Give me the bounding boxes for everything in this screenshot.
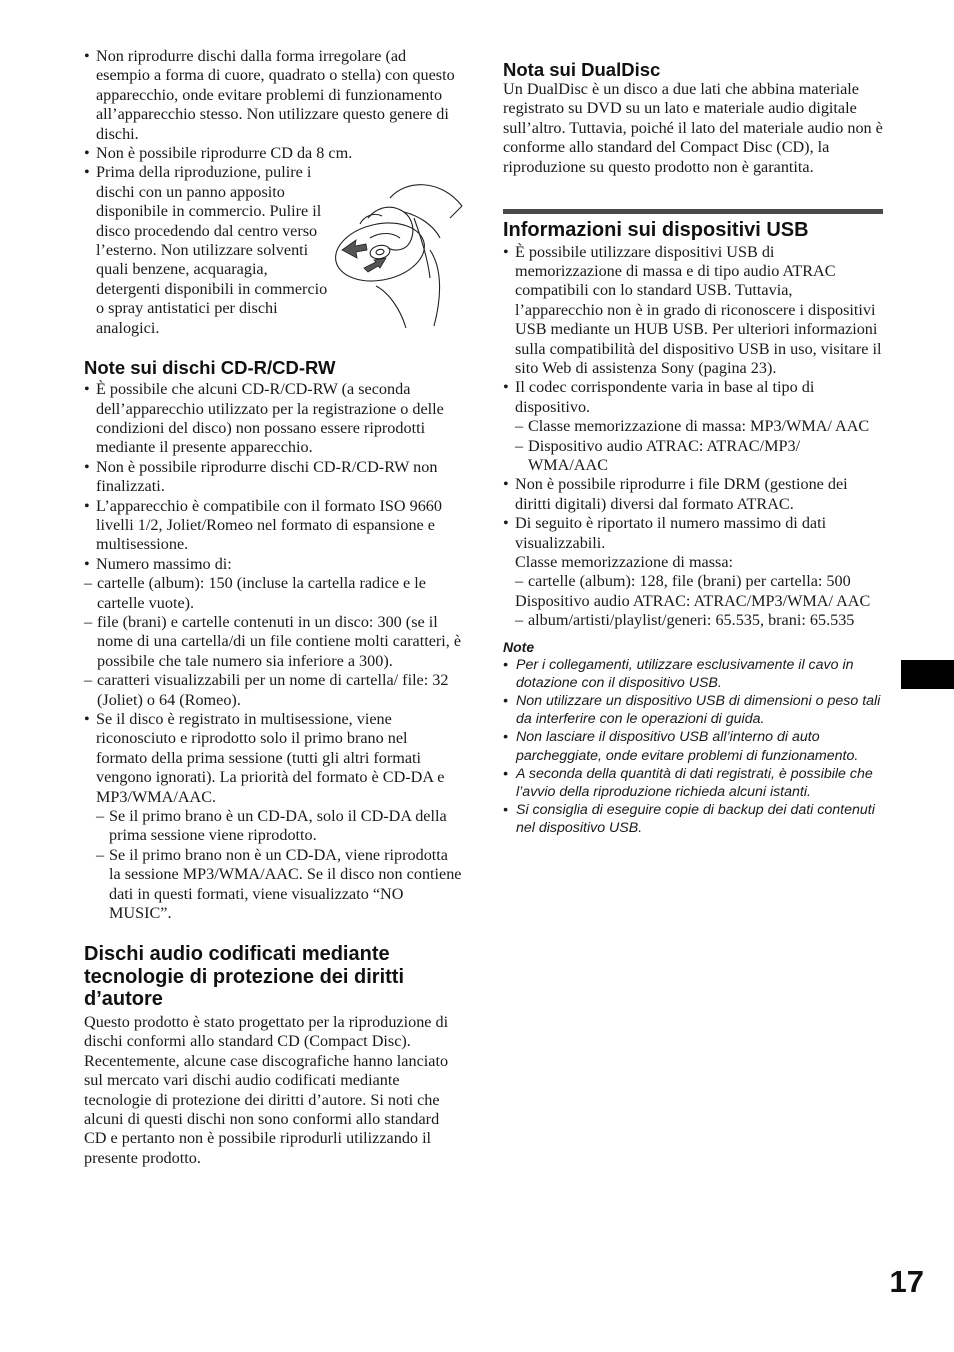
sub-label: Classe memorizzazione di massa:	[515, 553, 734, 572]
cleaning-instructions: • Prima della riproduzione, pulire i dischi con un panno apposito disponibile in commercio. Pulire il disco procedendo dal centro verso l’esterno. Non utilizzare solventi quali benzene, acquaragia, detergenti disponibili in commercio o spray antistatici per dischi analogici.	[96, 163, 328, 337]
notes-heading: Note	[503, 638, 535, 655]
section-divider	[503, 209, 883, 214]
list-item: • A seconda della quantità di dati registrati, è possibile che l’avvio della riproduzione richieda alcuni istanti.	[503, 765, 883, 801]
section-title-copy-protection: Dischi audio codificati mediante tecnologie di protezione dei diritti d’autore	[84, 943, 405, 1011]
sub-list	[96, 807, 462, 923]
list-item	[84, 555, 462, 710]
paragraph: Questo prodotto è stato progettato per la riproduzione di dischi conformi allo standard CD (Compact Disc).	[84, 1012, 449, 1051]
sub-list-item: – Se il primo brano è un CD-DA, solo il CD-DA della prima sessione viene riprodotto.	[96, 807, 462, 846]
list-item	[503, 378, 883, 475]
list-item-text: Di seguito è riportato il numero massimo di dati visualizzabili.	[515, 514, 827, 552]
sub-list-item: – Se il primo brano non è un CD-DA, viene riprodotta la sessione MP3/WMA/AAC. Se il disco non contiene dati in questi formati, viene visualizzato “NO MUSIC”.	[96, 846, 462, 924]
section-tab-marker	[901, 660, 954, 689]
section-title-usb: Informazioni sui dispositivi USB	[503, 219, 809, 242]
list-item: • Per i collegamenti, utilizzare esclusivamente il cavo in dotazione con il dispositivo USB.	[503, 656, 883, 692]
usb-info-list	[503, 243, 883, 631]
sub-list	[515, 611, 883, 630]
list-item: • Non è possibile riprodurre dischi CD-R/CD-RW non finalizzati.	[84, 458, 462, 497]
section-title-cdr: Note sui dischi CD-R/CD-RW	[84, 357, 336, 379]
sub-list	[515, 417, 883, 475]
notes-list	[503, 656, 883, 838]
list-item: • È possibile utilizzare dispositivi USB di memorizzazione di massa e di tipo audio ATRAC compatibili con lo standard USB. Tuttavia, l’apparecchio non è in grado di riconoscere i dispositivi USB mediante un HUB USB. Per ulteriori informazioni sulla compatibilità del dispositivo USB in uso, visitare il sito Web di assistenza Sony (pagina 23).	[503, 243, 883, 379]
section-title-dualdisc: Nota sui DualDisc	[503, 59, 661, 80]
list-item: • Si consiglia di eseguire copie di backup dei dati contenuti nel dispositivo USB.	[503, 801, 883, 837]
list-item: • Non è possibile riprodurre CD da 8 cm.	[84, 144, 462, 163]
sub-list	[515, 572, 883, 591]
sub-list-item: – album/artisti/playlist/generi: 65.535, brani: 65.535	[515, 611, 883, 630]
list-item: • Non riprodurre dischi dalla forma irregolare (ad esempio a forma di cuore, quadrato o stella) con questo apparecchio, onde evitare problemi di funzionamento all’apparecchio stesso. Non utilizzare questo genere di dischi.	[84, 47, 462, 144]
list-item	[503, 514, 883, 630]
list-item-text: Numero massimo di:	[96, 554, 232, 573]
disc-cleaning-illustration	[330, 178, 464, 328]
sub-label: Dispositivo audio ATRAC: ATRAC/MP3/WMA/ AAC	[515, 591, 871, 610]
sub-list-item: – caratteri visualizzabili per un nome di cartella/ file: 32 (Joliet) o 64 (Romeo).	[84, 671, 462, 710]
paragraph: Un DualDisc è un disco a due lati che abbina materiale registrato su DVD su un lato e materiale audio digitale sull’altro. Tuttavia, poiché il lato del materiale audio non è conforme allo standard del Compact Disc (CD), la riproduzione su questo prodotto non è garantita.	[503, 80, 883, 176]
sub-list-item: – file (brani) e cartelle contenuti in un disco: 300 (se il nome di una cartella/di un file contiene molti caratteri, è possibile che tale numero sia inferiore a 300).	[84, 613, 462, 671]
list-item: • Non è possibile riprodurre i file DRM (gestione dei diritti digitali) diversi dal formato ATRAC.	[503, 475, 883, 514]
list-item-text: Se il disco è registrato in multisessione, viene riconosciuto e riprodotto solo il primo brano nel formato della prima sessione (tutti gli altri formati vengono ignorati). La priorità del formato è CD-DA e MP3/WMA/AAC.	[96, 710, 445, 806]
paragraph: Recentemente, alcune case discografiche hanno lanciato sul mercato vari dischi audio codificati mediante tecnologie di protezione dei diritti d’autore. Si noti che alcuni di questi dischi non sono conformi allo standard CD e pertanto non è possibile riprodurli utilizzando il presente prodotto.	[84, 1051, 449, 1167]
page-number: 17	[889, 1264, 924, 1299]
sub-list-item: – cartelle (album): 128, file (brani) per cartella: 500	[515, 572, 883, 591]
sub-list-item: – Dispositivo audio ATRAC: ATRAC/MP3/ WMA/AAC	[515, 437, 883, 476]
list-item: • L’apparecchio è compatibile con il formato ISO 9660 livelli 1/2, Joliet/Romeo nel formato di espansione e multisessione.	[84, 497, 462, 555]
list-item: • Non utilizzare un dispositivo USB di dimensioni o peso tali da interferire con le operazioni di guida.	[503, 692, 883, 728]
right-column	[503, 0, 883, 838]
cdr-notes-list	[84, 380, 462, 923]
list-item-text: Il codec corrispondente varia in base al tipo di dispositivo.	[515, 378, 815, 416]
list-item: • È possibile che alcuni CD-R/CD-RW (a seconda dell’apparecchio utilizzato per la registrazione o delle condizioni del disco) non possano essere riprodotti mediante il presente apparecchio.	[84, 380, 462, 458]
list-item: • Non lasciare il dispositivo USB all’interno di auto parcheggiate, onde evitare problemi di funzionamento.	[503, 728, 883, 764]
sub-list-item: – Classe memorizzazione di massa: MP3/WMA/ AAC	[515, 417, 883, 436]
sub-list-item: – cartelle (album): 150 (incluse la cartella radice e le cartelle vuote).	[84, 574, 462, 613]
list-item	[84, 710, 462, 923]
left-column	[84, 0, 462, 1168]
sub-list	[84, 574, 462, 710]
